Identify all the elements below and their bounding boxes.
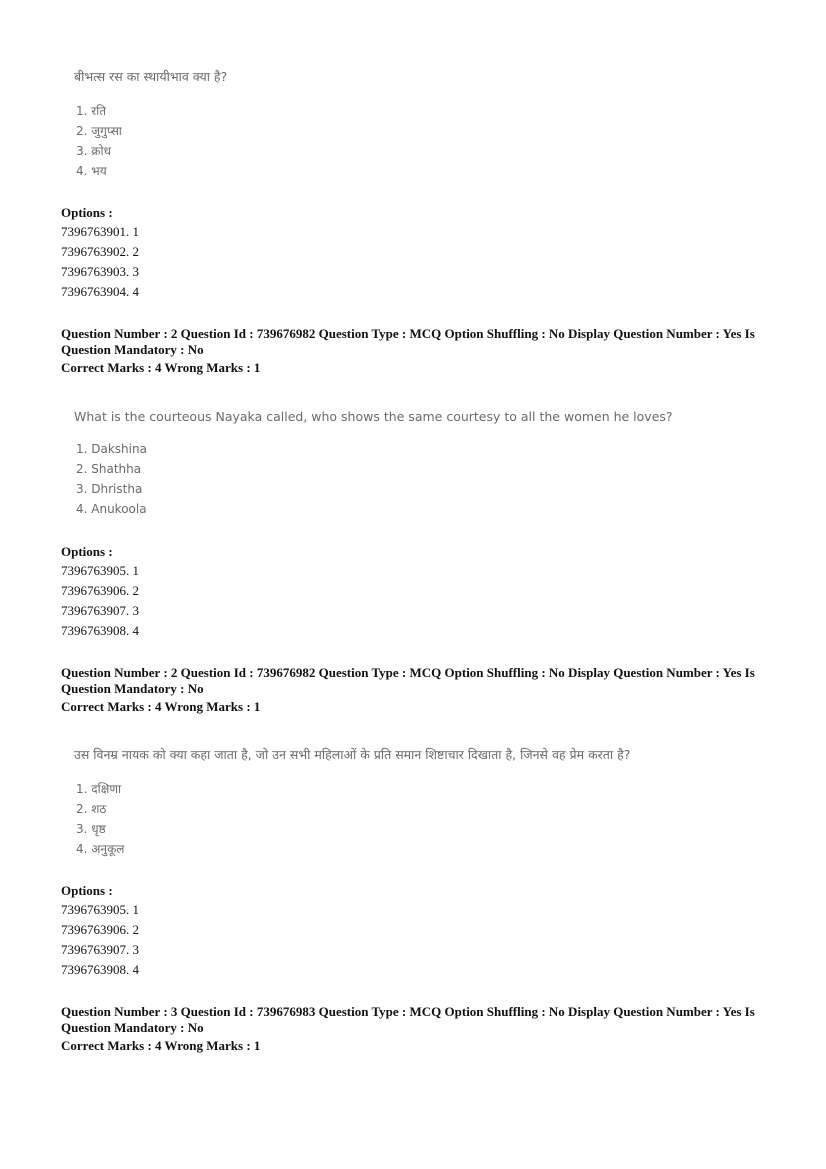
- option-id: 7396763907. 3: [61, 942, 139, 957]
- options-label: Options :: [61, 205, 113, 220]
- question-mandatory: Question Mandatory : No: [61, 342, 204, 357]
- question-option: 3. धृष्ठ: [76, 822, 106, 836]
- options-label: Options :: [61, 883, 113, 898]
- option-id: 7396763904. 4: [61, 284, 139, 299]
- question-option: 4. अनुकूल: [76, 842, 125, 856]
- question-meta: Question Number : 3 Question Id : 739676983 Question Type : MCQ Option Shuffling : No Display Question Number : Yes Is: [61, 1004, 755, 1019]
- question-option: 1. दक्षिणा: [76, 782, 122, 796]
- option-id: 7396763906. 2: [61, 583, 139, 598]
- question-option: 2. जुगुप्सा: [76, 124, 122, 138]
- question-marks: Correct Marks : 4 Wrong Marks : 1: [61, 699, 261, 714]
- question-meta: Question Number : 2 Question Id : 739676982 Question Type : MCQ Option Shuffling : No Display Question Number : Yes Is: [61, 665, 755, 680]
- question-option: 2. शठ: [76, 802, 107, 816]
- option-id: 7396763905. 1: [61, 902, 139, 917]
- option-id: 7396763902. 2: [61, 244, 139, 259]
- question-option: 4. Anukoola: [76, 502, 147, 516]
- question-marks: Correct Marks : 4 Wrong Marks : 1: [61, 1038, 261, 1053]
- question-option: 2. Shathha: [76, 462, 142, 476]
- option-id: 7396763907. 3: [61, 603, 139, 618]
- option-id: 7396763908. 4: [61, 623, 139, 638]
- option-id: 7396763908. 4: [61, 962, 139, 977]
- question-meta: Question Number : 2 Question Id : 739676982 Question Type : MCQ Option Shuffling : No Display Question Number : Yes Is: [61, 326, 755, 341]
- option-id: 7396763906. 2: [61, 922, 139, 937]
- question-stem: What is the courteous Nayaka called, who shows the same courtesy to all the women he loves?: [74, 409, 673, 424]
- question-marks: Correct Marks : 4 Wrong Marks : 1: [61, 360, 261, 375]
- question-stem: उस विनम्र नायक को क्या कहा जाता है, जो उन सभी महिलाओं के प्रति समान शिष्टाचार दिखाता है, जिनसे वह प्रेम करता है?: [74, 747, 631, 762]
- question-option: 1. रति: [76, 104, 107, 118]
- question-mandatory: Question Mandatory : No: [61, 681, 204, 696]
- question-option: 3. क्रोध: [76, 144, 111, 158]
- option-id: 7396763905. 1: [61, 563, 139, 578]
- question-stem: बीभत्स रस का स्थायीभाव क्या है?: [74, 69, 228, 84]
- question-option: 4. भय: [76, 164, 107, 178]
- question-option: 1. Dakshina: [76, 442, 147, 456]
- question-option: 3. Dhristha: [76, 482, 143, 496]
- option-id: 7396763901. 1: [61, 224, 139, 239]
- question-mandatory: Question Mandatory : No: [61, 1020, 204, 1035]
- option-id: 7396763903. 3: [61, 264, 139, 279]
- options-label: Options :: [61, 544, 113, 559]
